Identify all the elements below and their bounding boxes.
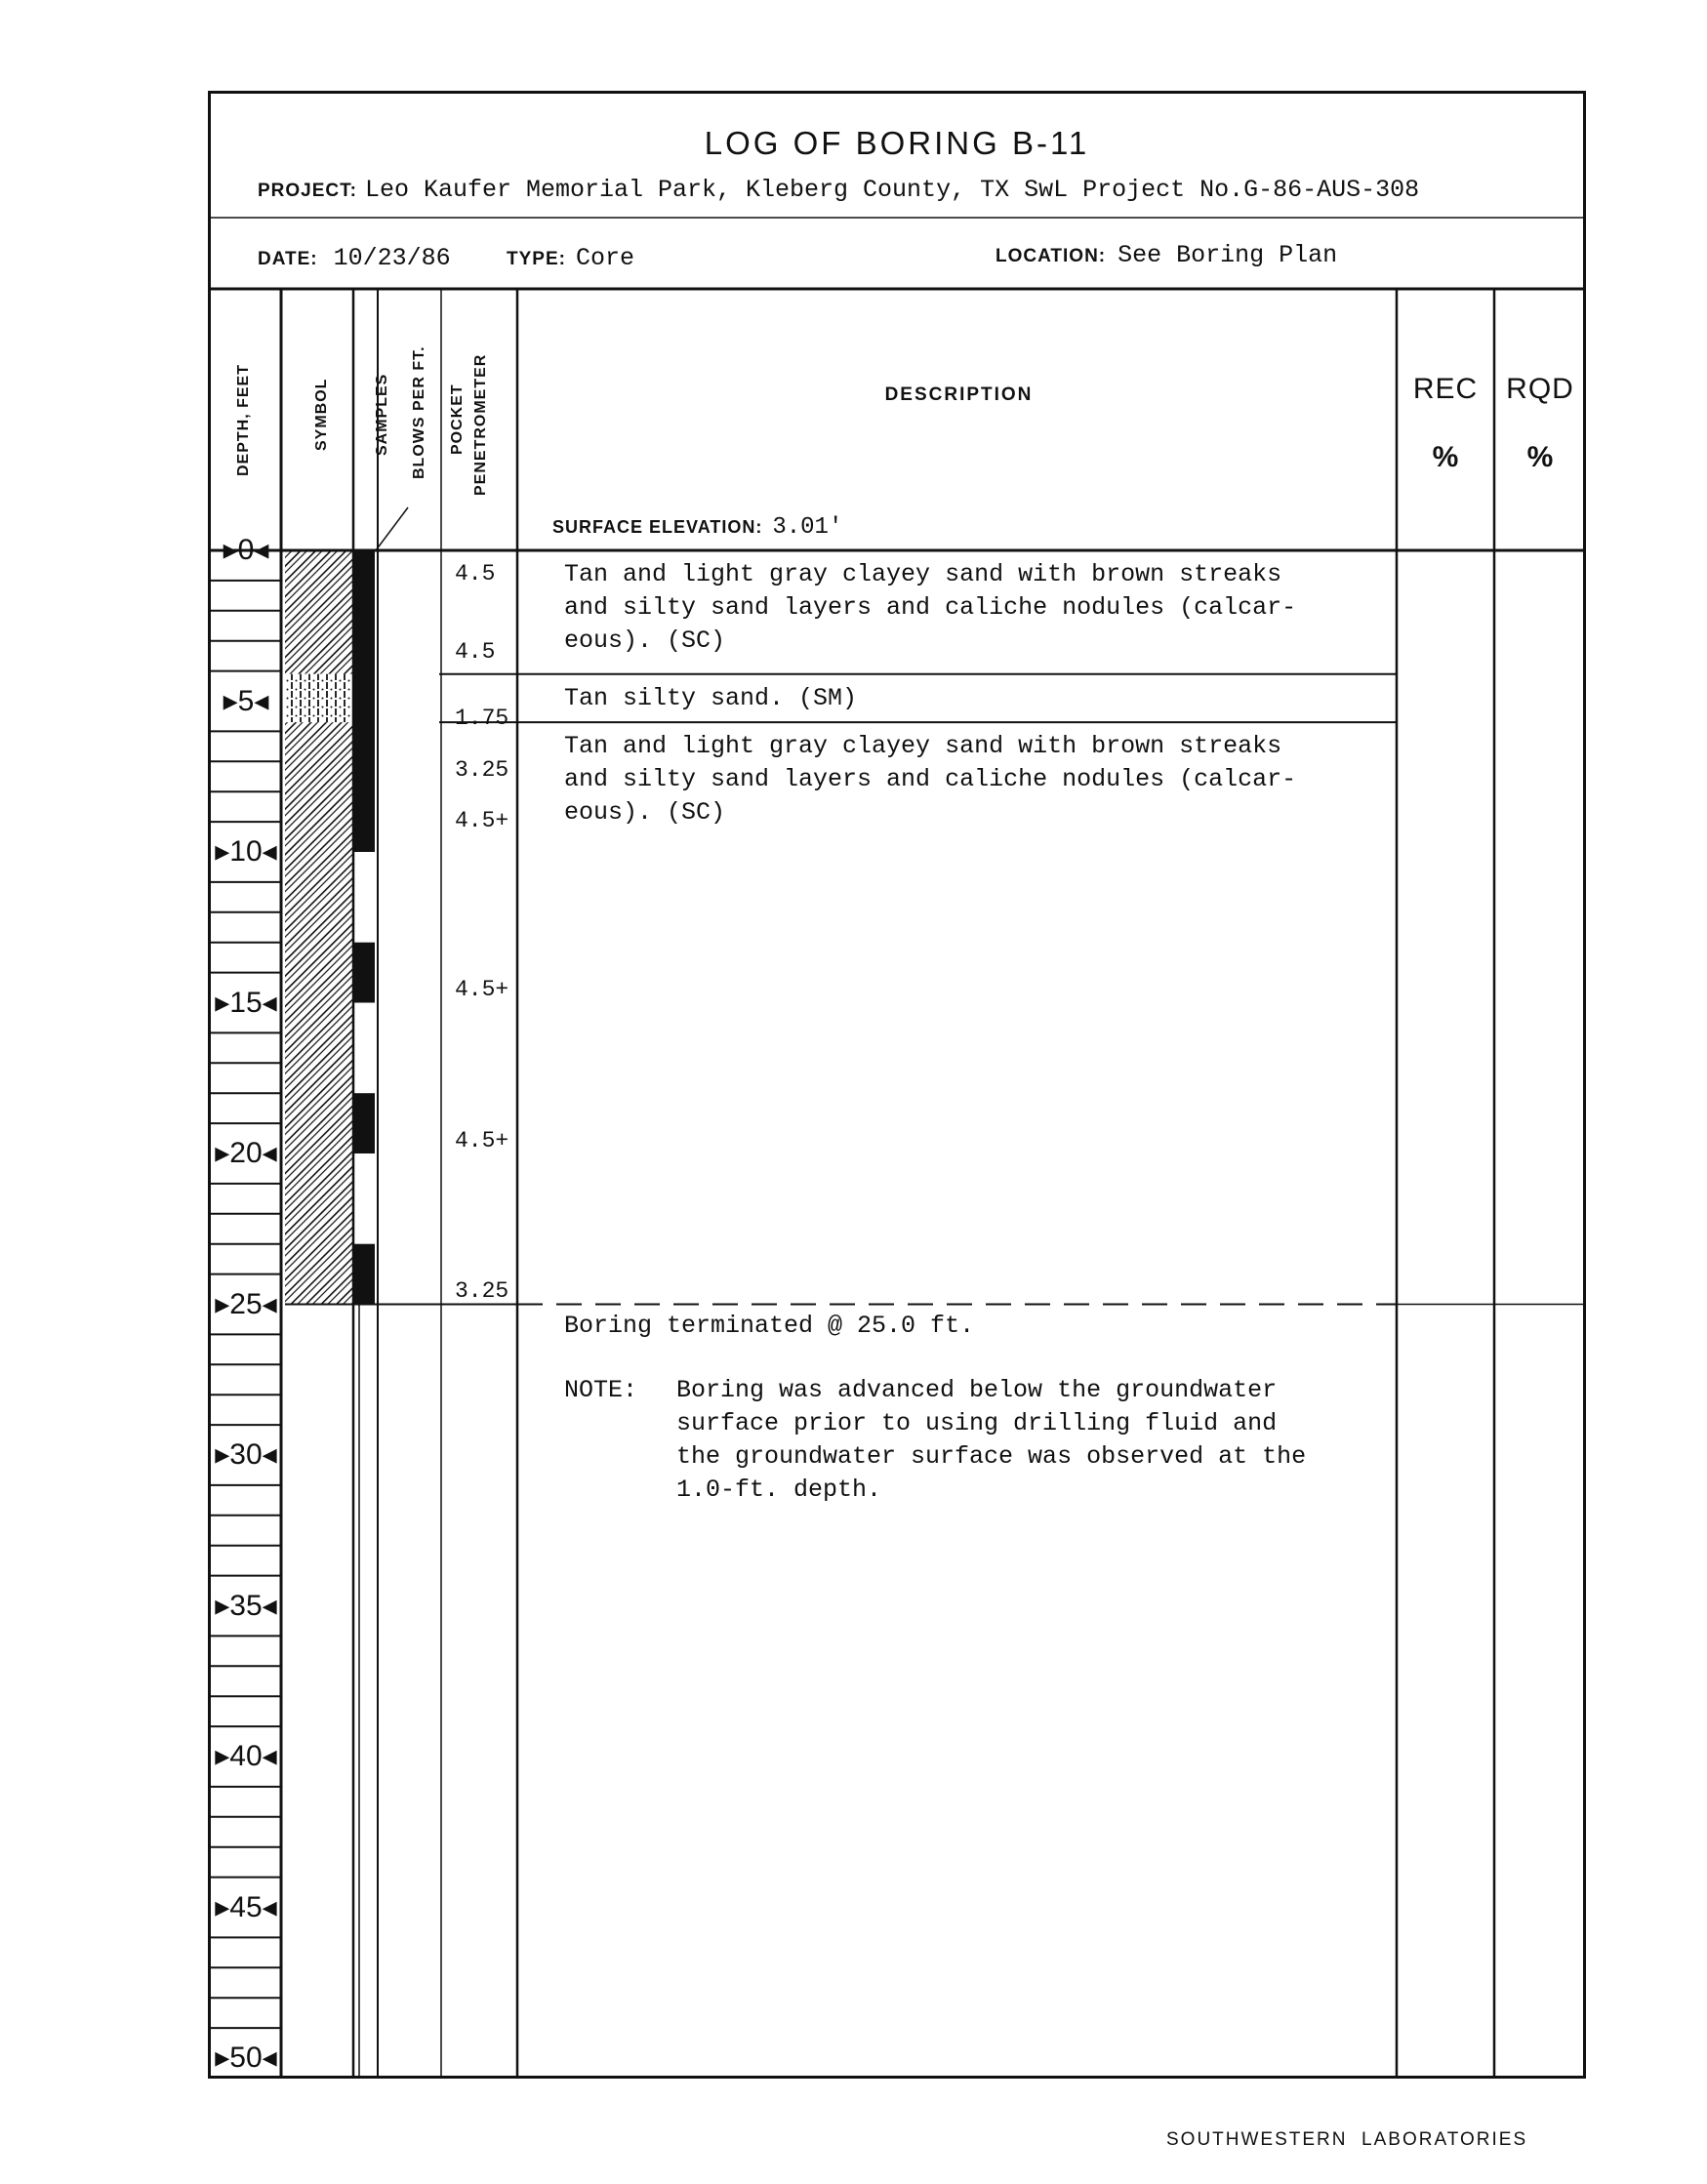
log-title: LOG OF BORING B-11 <box>704 125 1090 161</box>
depth-label: ▸35◂ <box>215 1589 277 1622</box>
depth-label: ▸45◂ <box>215 1890 277 1923</box>
project-label: PROJECT: <box>258 181 357 201</box>
type-label: TYPE: <box>507 249 566 269</box>
description-line: and silty sand layers and caliche nodules (calcar- <box>564 593 1297 622</box>
depth-label: ▸50◂ <box>215 2042 277 2074</box>
soil-symbol-sm <box>285 674 353 722</box>
depth-label: ▸15◂ <box>215 986 277 1019</box>
surface-elevation-value: 3.01' <box>772 514 843 541</box>
description-header: DESCRIPTION <box>884 384 1034 405</box>
depth-label: ▸30◂ <box>215 1438 277 1471</box>
depth-label: ▸0◂ <box>223 534 269 566</box>
description-line: Tan and light gray clayey sand with brown streaks <box>564 560 1282 588</box>
stratum-description <box>564 682 857 715</box>
description-line: eous). (SC) <box>564 798 726 828</box>
surface-elevation-label: SURFACE ELEVATION: <box>552 517 763 537</box>
date-value: 10/23/86 <box>333 244 451 272</box>
description-line: and silty sand layers and caliche nodules (calcar- <box>564 765 1297 794</box>
symbol-header: SYMBOL <box>313 378 330 452</box>
penetrometer-value: 4.5+ <box>455 977 509 1003</box>
depth-label: ▸25◂ <box>215 1287 277 1320</box>
penetrometer-value: 4.5 <box>455 639 496 666</box>
penetrometer-value: 4.5 <box>455 560 496 586</box>
note-label: NOTE: <box>564 1376 638 1404</box>
location-label: LOCATION: <box>996 246 1107 266</box>
sample-interval-bar <box>353 1093 375 1153</box>
penetrometer-value: 1.75 <box>455 706 509 732</box>
footer-company: SOUTHWESTERN LABORATORIES <box>1166 2129 1528 2150</box>
note-line: the groundwater surface was observed at the <box>676 1442 1307 1471</box>
note-line: 1.0-ft. depth. <box>676 1476 882 1504</box>
penetrometer-value: 3.25 <box>455 756 509 783</box>
description-line: eous). (SC) <box>564 627 726 655</box>
type-value: Core <box>575 244 634 272</box>
header-leader <box>376 507 408 550</box>
penetrometer-value: 4.5+ <box>455 808 509 834</box>
depth-label: ▸20◂ <box>215 1137 277 1169</box>
stratum-description <box>564 730 1296 829</box>
pocket-header: POCKET <box>449 384 466 456</box>
stratum-description <box>564 558 1296 658</box>
sample-interval-bar <box>353 550 375 852</box>
soil-symbol-sc <box>285 550 353 674</box>
penetrometer-value: 3.25 <box>455 1278 509 1305</box>
samples-header: SAMPLES <box>374 373 390 457</box>
soil-symbol-sc <box>285 722 353 1304</box>
rqd-unit: % <box>1526 441 1554 473</box>
project-value: Leo Kaufer Memorial Park, Kleberg County, TX SwL Project No.G-86-AUS-308 <box>364 176 1420 204</box>
penetrometer-header: PENETROMETER <box>472 353 489 496</box>
depth-label: ▸5◂ <box>223 684 269 717</box>
note-line: surface prior to using drilling fluid and <box>676 1409 1278 1437</box>
note-body <box>676 1374 1306 1507</box>
location-value: See Boring Plan <box>1118 241 1338 269</box>
rec-header: REC <box>1412 373 1479 405</box>
penetrometer-value: 4.5+ <box>455 1127 509 1153</box>
blows-header: BLOWS PER FT. <box>411 345 427 479</box>
depth-header: DEPTH, FEET <box>235 363 252 476</box>
rqd-header: RQD <box>1506 373 1574 405</box>
depth-label: ▸40◂ <box>215 1740 277 1772</box>
note-line: Boring was advanced below the groundwater <box>676 1376 1278 1404</box>
sample-interval-bar <box>353 1244 375 1305</box>
description-line: Tan and light gray clayey sand with brown streaks <box>564 732 1282 761</box>
date-label: DATE: <box>258 249 318 269</box>
depth-label: ▸10◂ <box>215 835 277 868</box>
termination-text: Boring terminated @ 25.0 ft. <box>564 1312 975 1340</box>
rec-unit: % <box>1432 441 1459 473</box>
description-line: Tan silty sand. (SM) <box>564 683 858 712</box>
sample-interval-bar <box>353 943 375 1003</box>
